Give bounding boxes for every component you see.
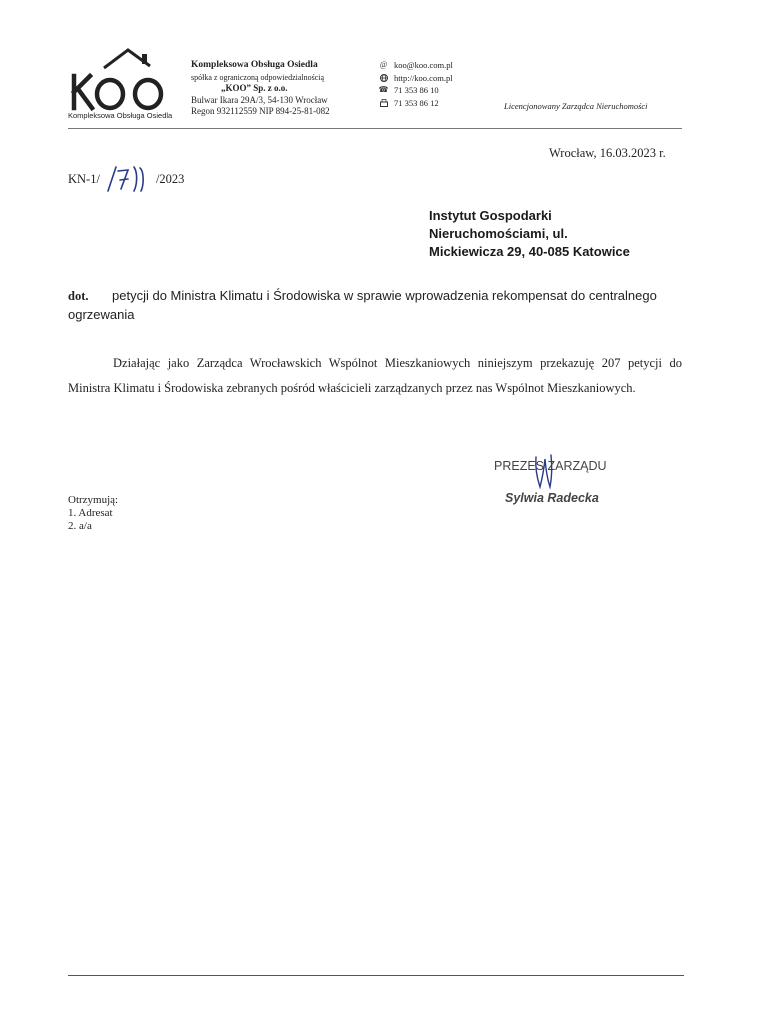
- ref-suffix: /2023: [155, 172, 185, 186]
- ref-prefix: KN-1/: [68, 172, 100, 186]
- recipients-label: Otrzymują:: [68, 494, 119, 506]
- fax-icon: [379, 98, 388, 107]
- globe-icon: [379, 73, 388, 82]
- company-name: Kompleksowa Obsługa Osiedla: [191, 60, 318, 70]
- handwritten-signature: [522, 449, 562, 495]
- company-address: Bulwar Ikara 29A/3, 54-130 Wrocław: [191, 94, 328, 105]
- recipient-item: 1. Adresat: [68, 507, 113, 519]
- subject-label: dot.: [68, 289, 89, 303]
- company-registry: Regon 932112559 NIP 894-25-81-082: [191, 106, 330, 116]
- contact-email: @ koo@koo.com.pl: [379, 60, 453, 70]
- header-divider: [68, 128, 682, 129]
- letter-body: Działając jako Zarządca Wrocławskich Wspólnot Mieszkaniowych niniejszym przekazuję 207 petycji do Ministra Klimatu i Środowiska zebranych pośród właścicieli zarządzanych przez nas Wspólnot Mieszkaniowych.: [68, 356, 682, 395]
- contact-fax: 71 353 86 12: [379, 97, 453, 110]
- email-icon: @: [379, 60, 388, 69]
- company-brand: „KOO” Sp. z o.o.: [221, 83, 288, 93]
- recipient-address: [429, 207, 630, 261]
- license-note: Licencjonowany Zarządca Nieruchomości: [504, 101, 648, 111]
- contact-website: http://koo.com.pl: [379, 72, 453, 85]
- logo-caption: Kompleksowa Obsługa Osiedla: [68, 111, 173, 120]
- phone-icon: ☎: [378, 85, 389, 94]
- recipient-line: Mickiewicza 29, 40-085 Katowice: [429, 244, 630, 259]
- recipient-line: Nieruchomościami, ul.: [429, 226, 568, 241]
- footer-divider: [68, 975, 684, 976]
- contact-list: [379, 59, 453, 109]
- letter-date: Wrocław, 16.03.2023 r.: [549, 146, 666, 160]
- company-details: [191, 60, 330, 118]
- signature-title: PREZES ZARZĄDU: [494, 459, 607, 473]
- reference-number: [68, 165, 184, 187]
- handwritten-ref-number: [104, 165, 152, 193]
- signer-name: Sylwia Radecka: [505, 491, 599, 505]
- contact-phone: ☎ 71 353 86 10: [378, 85, 439, 95]
- company-type: spółka z ograniczoną odpowiedzialnością: [191, 72, 325, 82]
- subject-text: petycji do Ministra Klimatu i Środowiska w sprawie wprowadzenia rekompensat do centralnego ogrzewania: [68, 288, 657, 322]
- recipient-line: Instytut Gospodarki: [429, 208, 552, 223]
- copies-recipients: [68, 494, 118, 533]
- recipient-item: 2. a/a: [68, 520, 92, 532]
